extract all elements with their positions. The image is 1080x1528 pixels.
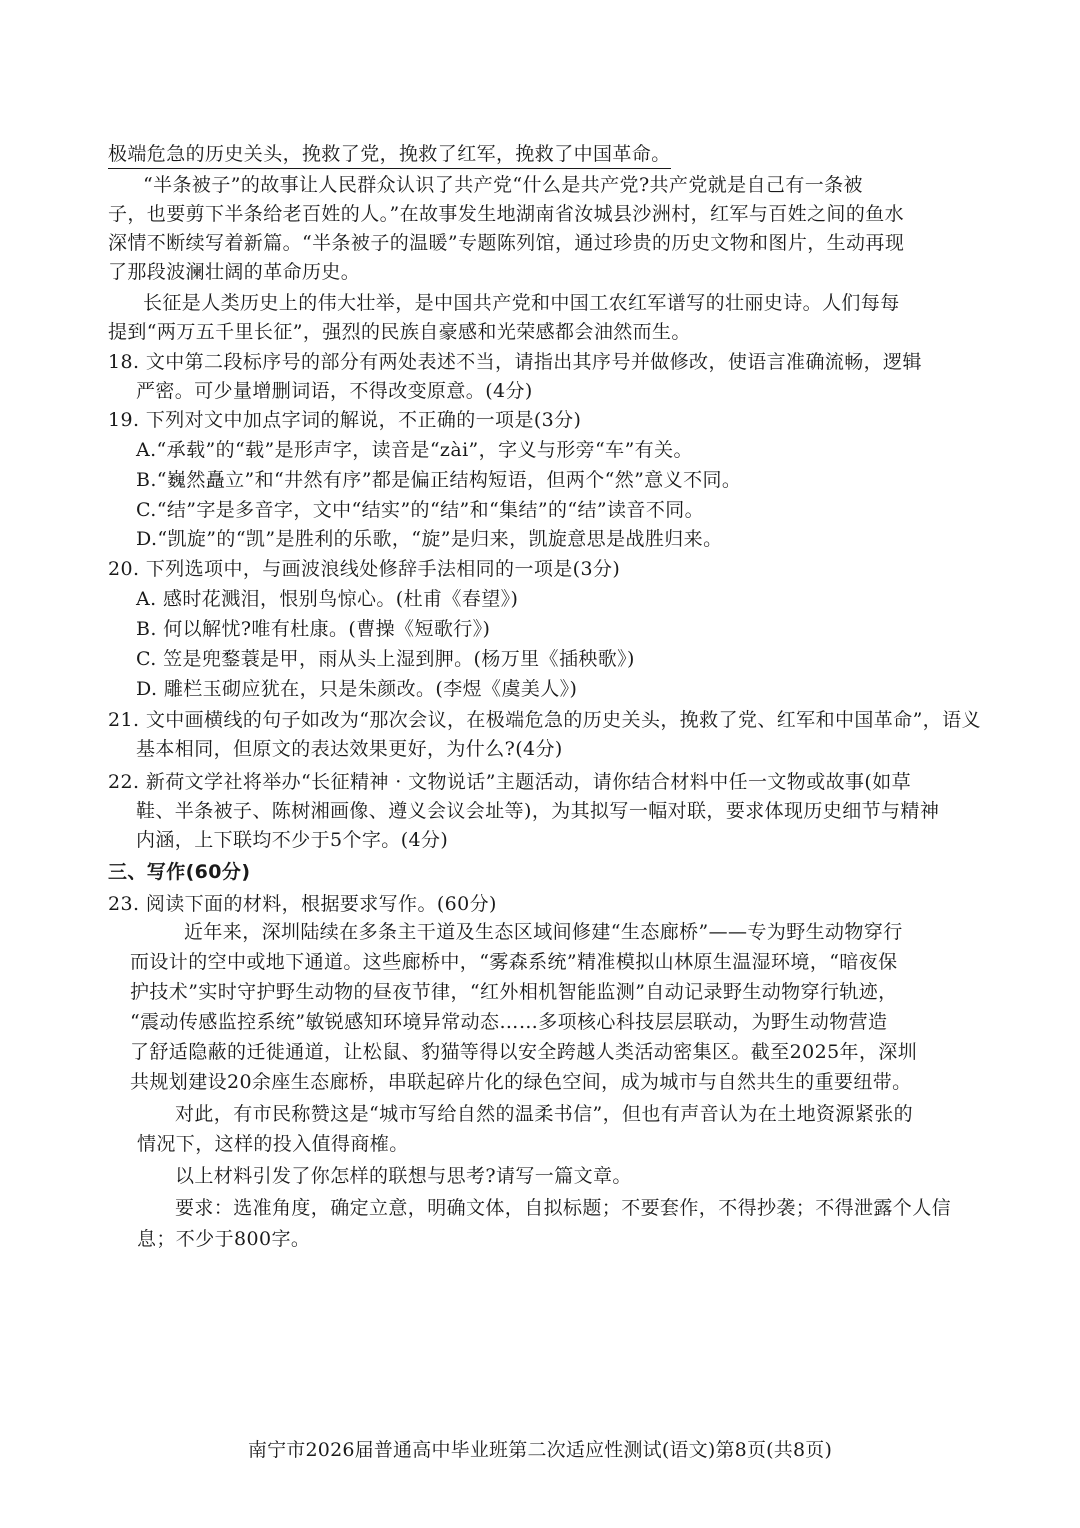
q20-option-c: C. 笠是兜鍪蓑是甲，雨从头上湿到胛。(杨万里《插秧歌》)	[136, 648, 635, 670]
question-22-cont: 鞋、半条被子、陈树湘画像、遵义会议会址等)，为其拟写一幅对联，要求体现历史细节与精神	[136, 800, 940, 822]
writing-requirements-cont: 息；不少于800字。	[137, 1228, 311, 1250]
passage-paragraph-line: “半条被子”的故事让人民群众认识了共产党“什么是共产党?共产党就是自己有一条被	[143, 174, 863, 196]
passage-paragraph-line: 深情不断续写着新篇。“半条被子的温暖”专题陈列馆，通过珍贵的历史文物和图片，生动再现	[108, 232, 905, 254]
material-line: 共规划建设20余座生态廊桥，串联起碎片化的绿色空间，成为城市与自然共生的重要纽带。	[130, 1071, 912, 1093]
material-line: 了舒适隐蔽的迁徙通道，让松鼠、豹猫等得以安全跨越人类活动密集区。截至2025年，深圳	[130, 1041, 918, 1063]
q20-option-d: D. 雕栏玉砌应犹在，只是朱颜改。(李煜《虞美人》)	[136, 678, 578, 700]
writing-prompt: 以上材料引发了你怎样的联想与思考?请写一篇文章。	[175, 1165, 632, 1187]
passage-paragraph-line: 了那段波澜壮阔的革命历史。	[108, 261, 361, 283]
passage-paragraph-line: 子，也要剪下半条给老百姓的人。”在故事发生地湖南省汝城县沙洲村，红军与百姓之间的鱼水	[108, 203, 905, 225]
material-line: 而设计的空中或地下通道。这些廊桥中，“雾森系统”精准模拟山林原生温湿环境，“暗夜保	[130, 951, 898, 973]
question-21-cont: 基本相同，但原文的表达效果更好，为什么?(4分)	[136, 738, 563, 760]
question-22-cont: 内涵，上下联均不少于5个字。(4分)	[136, 829, 449, 851]
question-18-cont: 严密。可少量增删词语，不得改变原意。(4分)	[136, 380, 533, 402]
question-22: 22. 新荷文学社将举办“长征精神 · 文物说话”主题活动，请你结合材料中任一文物或故事(如草	[108, 771, 912, 793]
q19-option-b: B.“巍然矗立”和“井然有序”都是偏正结构短语，但两个“然”意义不同。	[136, 469, 742, 491]
question-20: 20. 下列选项中，与画波浪线处修辞手法相同的一项是(3分)	[108, 558, 621, 580]
passage-paragraph-line: 长征是人类历史上的伟大壮举，是中国共产党和中国工农红军谱写的壮丽史诗。人们每每	[143, 292, 900, 314]
material-line: 情况下，这样的投入值得商榷。	[137, 1133, 409, 1155]
section-writing-heading: 三、写作(60分)	[108, 861, 251, 883]
material-line: 护技术”实时守护野生动物的昼夜节律，“红外相机智能监测”自动记录野生动物穿行轨迹，	[130, 981, 898, 1003]
material-line: “震动传感监控系统”敏锐感知环境异常动态……多项核心科技层层联动，为野生动物营造	[130, 1011, 888, 1033]
material-line: 对此，有市民称赞这是“城市写给自然的温柔书信”，但也有声音认为在土地资源紧张的	[175, 1103, 914, 1125]
passage-paragraph-line: 提到“两万五千里长征”，强烈的民族自豪感和光荣感都会油然而生。	[108, 321, 691, 343]
question-18: 18. 文中第二段标序号的部分有两处表述不当，请指出其序号并做修改，使语言准确流畅，逻辑	[108, 351, 922, 373]
underlined-sentence: 极端危急的历史关头，挽救了党，挽救了红军，挽救了中国革命。	[108, 140, 671, 169]
q19-option-a: A.“承载”的“载”是形声字，读音是“zài”，字义与形旁“车”有关。	[136, 439, 693, 461]
writing-requirements: 要求：选准角度，确定立意，明确文体，自拟标题；不要套作，不得抄袭；不得泄露个人信	[175, 1197, 952, 1219]
question-21: 21. 文中画横线的句子如改为“那次会议，在极端危急的历史关头，挽救了党、红军和中国革命”，语义	[108, 709, 981, 731]
q19-option-c: C.“结”字是多音字，文中“结实”的“结”和“集结”的“结”读音不同。	[136, 499, 705, 521]
page-footer: 南宁市2026届普通高中毕业班第二次适应性测试(语文)第8页(共8页)	[247, 1439, 833, 1461]
question-19: 19. 下列对文中加点字词的解说，不正确的一项是(3分)	[108, 409, 582, 431]
q19-option-d: D.“凯旋”的“凯”是胜利的乐歌，“旋”是归来，凯旋意思是战胜归来。	[136, 528, 723, 550]
question-23: 23. 阅读下面的材料，根据要求写作。(60分)	[108, 893, 497, 915]
material-line: 近年来，深圳陆续在多条主干道及生态区域间修建“生态廊桥”——专为野生动物穿行	[184, 921, 903, 943]
q20-option-a: A. 感时花溅泪，恨别鸟惊心。(杜甫《春望》)	[136, 588, 519, 610]
q20-option-b: B. 何以解忧?唯有杜康。(曹操《短歌行》)	[136, 618, 491, 640]
